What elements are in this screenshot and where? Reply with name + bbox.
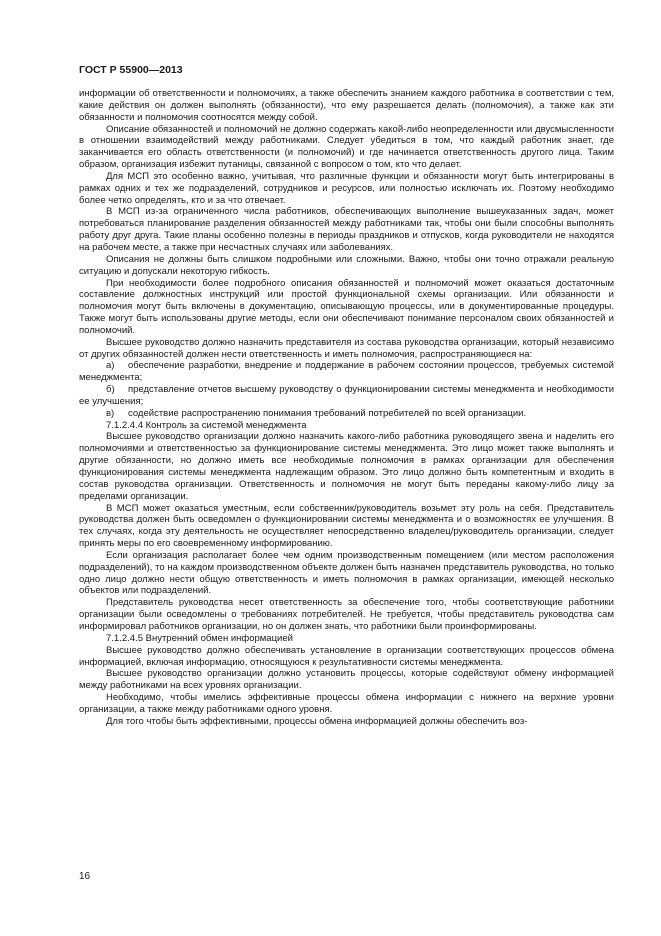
list-item-text: представление отчетов высшему руководству о функционировании системы менеджмента и необходимости ее улучшения; [79,384,614,407]
paragraph: Высшее руководство организации должно установить процессы, которые содействуют обмену информацией между работниками на всех уровнях организации. [79,668,614,692]
paragraph: Для МСП это особенно важно, учитывая, что различные функции и обязанности могут быть интегрированы в рамках одних и тех же подразделений, сотрудников и ресурсов, или полностью исключать их. Поэтому необходимо более четко определять, кто и за что отвечает. [79,170,614,206]
standard-header: ГОСТ Р 55900—2013 [79,64,183,76]
paragraph: В МСП из-за ограниченного числа работников, обеспечивающих выполнение вышеуказанных задач, может потребоваться планирование разделения обязанностей между работниками так, чтобы они были способны выполнять работу друг друга. Такие планы особенно полезны в периоды праздников и отпусков, когда руководители не находятся на рабочем месте, а также при несчастных случаях или заболеваниях. [79,206,614,253]
paragraph: Высшее руководство организации должно назначить какого-либо работника руководящего звена и наделить его полномочиями и ответственностью за функционирование системы менеджмента. Это лицо может также выполнять и другие обязанности, но должно иметь все необходимые полномочия в рамках организации для обеспечения функционирования системы менеджмента надлежащим образом. Это лицо должно быть компетентным и входить в состав руководства организации. Ответственность и полномочия не могут быть переданы какому-либо лицу за пределами организации. [79,431,614,502]
list-item-text: обеспечение разработки, внедрение и поддержание в рабочем состоянии процессов, требуемых системой менеджмента; [79,360,614,384]
list-item [79,384,614,408]
section-heading: 7.1.2.4.4 Контроль за системой менеджмента [106,419,307,431]
list-item [79,408,614,420]
paragraph: Если организация располагает более чем одним производственным помещением (или местом расположения подразделений), то на каждом производственном объекте должен быть назначен представитель руководства, но только одно лицо должно нести общую ответственность и иметь полномочия в рамках организации, имеющей несколько объектов или подразделений. [79,549,614,597]
paragraph: Описание обязанностей и полномочий не должно содержать какой-либо неопределенности или двусмысленности в отношении взаимодействий между работниками. Следует убедиться в том, что каждый работник знает, где заканчивается его область ответственности (и полномочий) и где начинается ответственность другого лица. Таким образом, организация избежит путаницы, связанной с вопросом о том, кто что делает. [79,123,614,171]
paragraph: Высшее руководство должно назначить представителя из состава руководства организации, который независимо от других обязанностей должен нести ответственность и иметь полномочия, распространяющиеся на: [79,336,614,360]
list-marker: б) [106,384,115,396]
body-text [79,88,614,728]
paragraph: Описания не должны быть слишком подробными или сложными. Важно, чтобы они точно отражали реальную ситуацию и допускали некоторую гибкость. [79,253,614,277]
page-number: 16 [79,871,91,882]
section-heading: 7.1.2.4.5 Внутренний обмен информацией [106,632,293,644]
paragraph: Высшее руководство должно обеспечивать установление в организации соответствующих процессов обмена информацией, включая информацию, относящуюся к результативности системы менеджмента. [79,644,614,668]
list-item-text: содействие распространению понимания требований потребителей по всей организации. [128,407,527,419]
list-item [79,360,614,384]
paragraph: Для того чтобы быть эффективными, процессы обмена информацией должны обеспечить воз- [106,715,528,727]
paragraph: Необходимо, чтобы имелись эффективные процессы обмена информации с нижнего на верхние уровни организации, а также между работниками одного уровня. [79,692,614,715]
list-marker: в) [106,407,115,419]
paragraph: При необходимости более подробного описания обязанностей и полномочий может оказаться достаточным составление должностных инструкций или простой функциональной схемы организации. Или обязанности и полномочия могут быть включены в документацию, описывающую процессы, или в документированные процедуры. Также могут быть использованы другие методы, если они обеспечивают понимание персоналом своих обязанностей и полномочий. [79,277,614,336]
list-marker: а) [106,360,115,372]
paragraph: информации об ответственности и полномочиях, а также обеспечить знанием каждого работника в соответствии с тем, какие действия он должен выполнять (обязанности), что ему разрешается делать (полномочия), а также как эти обязанности и полномочия соотносятся между собой. [79,88,614,123]
paragraph: В МСП может оказаться уместным, если собственник/руководитель возьмет эту роль на себя. Представитель руководства должен быть осведомлен о функционировании системы менеджмента и о возможностях ее улучшения. В тех случаях, когда эту деятельность не осуществляет непосредственно владелец/руководитель организации, следует принять меры по его своевременному информированию. [79,502,614,550]
paragraph: Представитель руководства несет ответственность за обеспечение того, чтобы соответствующие работники организации были осведомлены о требованиях потребителей. Не требуется, чтобы представитель руководства сам информировал работников организации, но он должен знать, что работники были проинформированы. [79,597,614,632]
